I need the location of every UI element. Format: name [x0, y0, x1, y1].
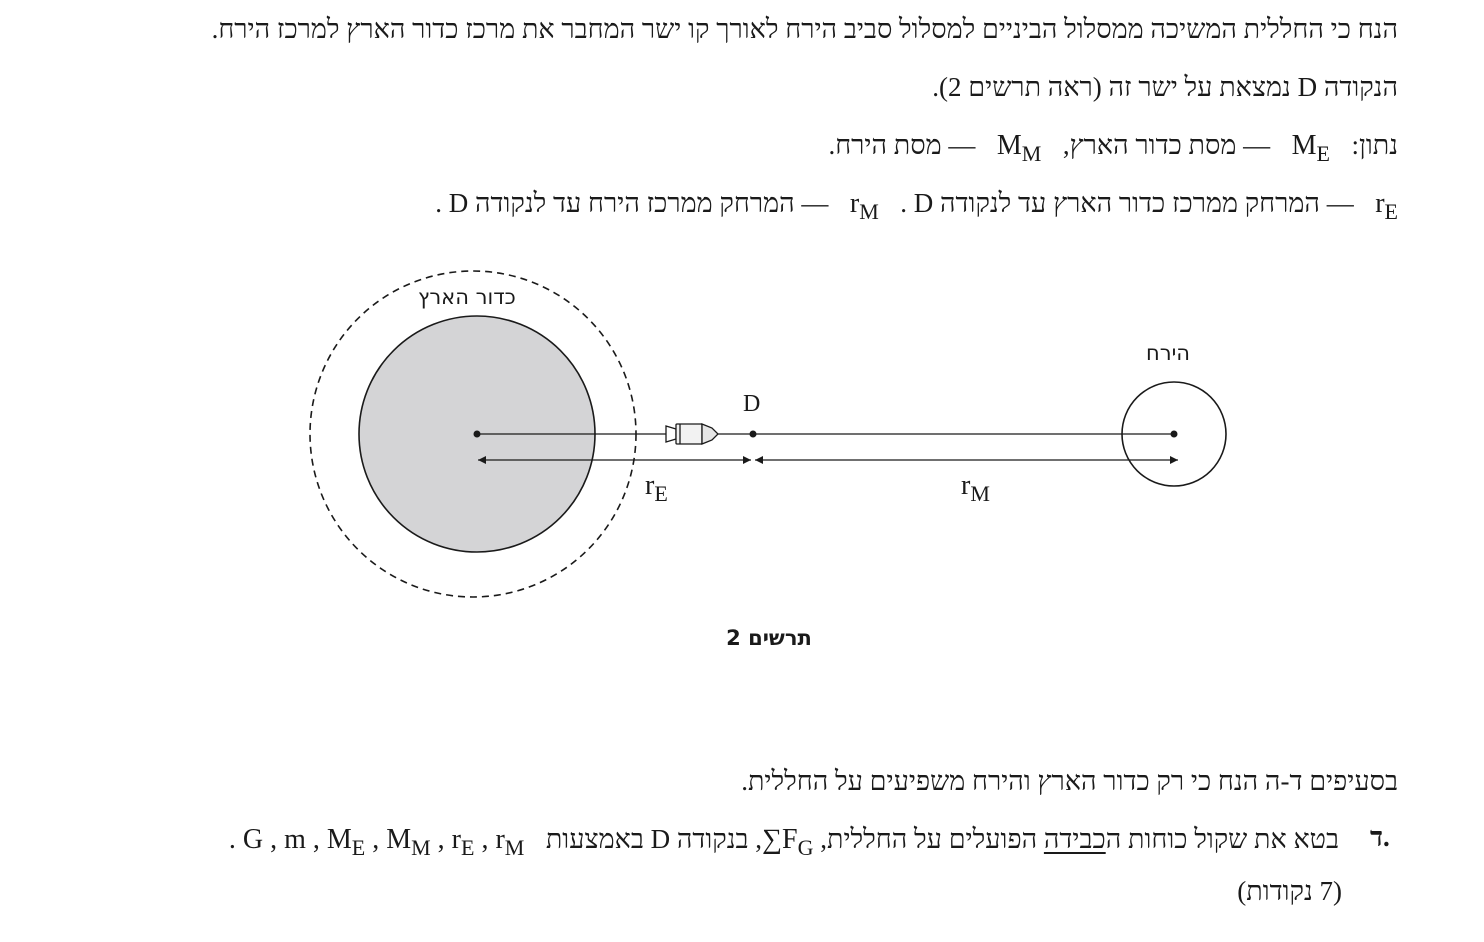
rE-label: $r_E$: [645, 470, 668, 506]
rM-description: — המרחק ממרכז הירח עד לנקודה D .: [435, 188, 829, 218]
question-d-text: בטא את שקול כוחות הכבידה הפועלים על החללית, $\sum F_G$, בנקודה D באמצעות . G , m , $M_E$ , $M_M$ , $r_E$ , $r_M$: [228, 824, 1339, 860]
symbol-rM: $r_M$: [849, 188, 879, 224]
symbol-MM: $M_M$: [996, 130, 1042, 166]
underlined-word: כבידה: [1043, 824, 1106, 854]
intro-line-2: הנקודה D נמצאת על ישר זה (ראה תרשים 2).: [932, 72, 1398, 102]
symbol-ME: $M_E$: [1291, 130, 1330, 166]
spacecraft-icon: [666, 424, 718, 444]
point-D-label: D: [743, 391, 761, 417]
moon-center-dot: [1171, 431, 1178, 438]
moon-label: הירח: [1146, 341, 1190, 365]
rM-label: $r_M$: [961, 470, 990, 506]
earth-label: כדור הארץ: [418, 285, 516, 309]
ME-description: — מסת כדור הארץ,: [1062, 130, 1271, 160]
symbol-sum-FG: $\sum F_G$: [762, 824, 814, 860]
question-d-number: ד.: [1370, 822, 1390, 852]
section-intro: בסעיפים ד-ה הנח כי רק כדור הארץ והירח משפיעים על החללית.: [741, 766, 1398, 796]
intro-line-1: הנח כי החללית המשיכה ממסלול הביניים למסלול סביב הירח לאורך קו ישר המחבר את מרכז כדור הארץ למרכז הירח.: [211, 14, 1398, 44]
question-d-points: (7 נקודות): [1237, 876, 1342, 906]
given-word: נתון:: [1351, 130, 1398, 160]
figure-caption: תרשים 2: [726, 626, 812, 650]
variables-list: . G , m , $M_E$ , $M_M$ , $r_E$ , $r_M$: [228, 824, 525, 860]
MM-description: — מסת הירח.: [828, 130, 976, 160]
point-D-dot: [750, 431, 757, 438]
earth-center-dot: [474, 431, 481, 438]
rE-description: — המרחק ממרכז כדור הארץ עד לנקודה D .: [900, 188, 1354, 218]
symbol-rE: $r_E$: [1375, 188, 1398, 224]
